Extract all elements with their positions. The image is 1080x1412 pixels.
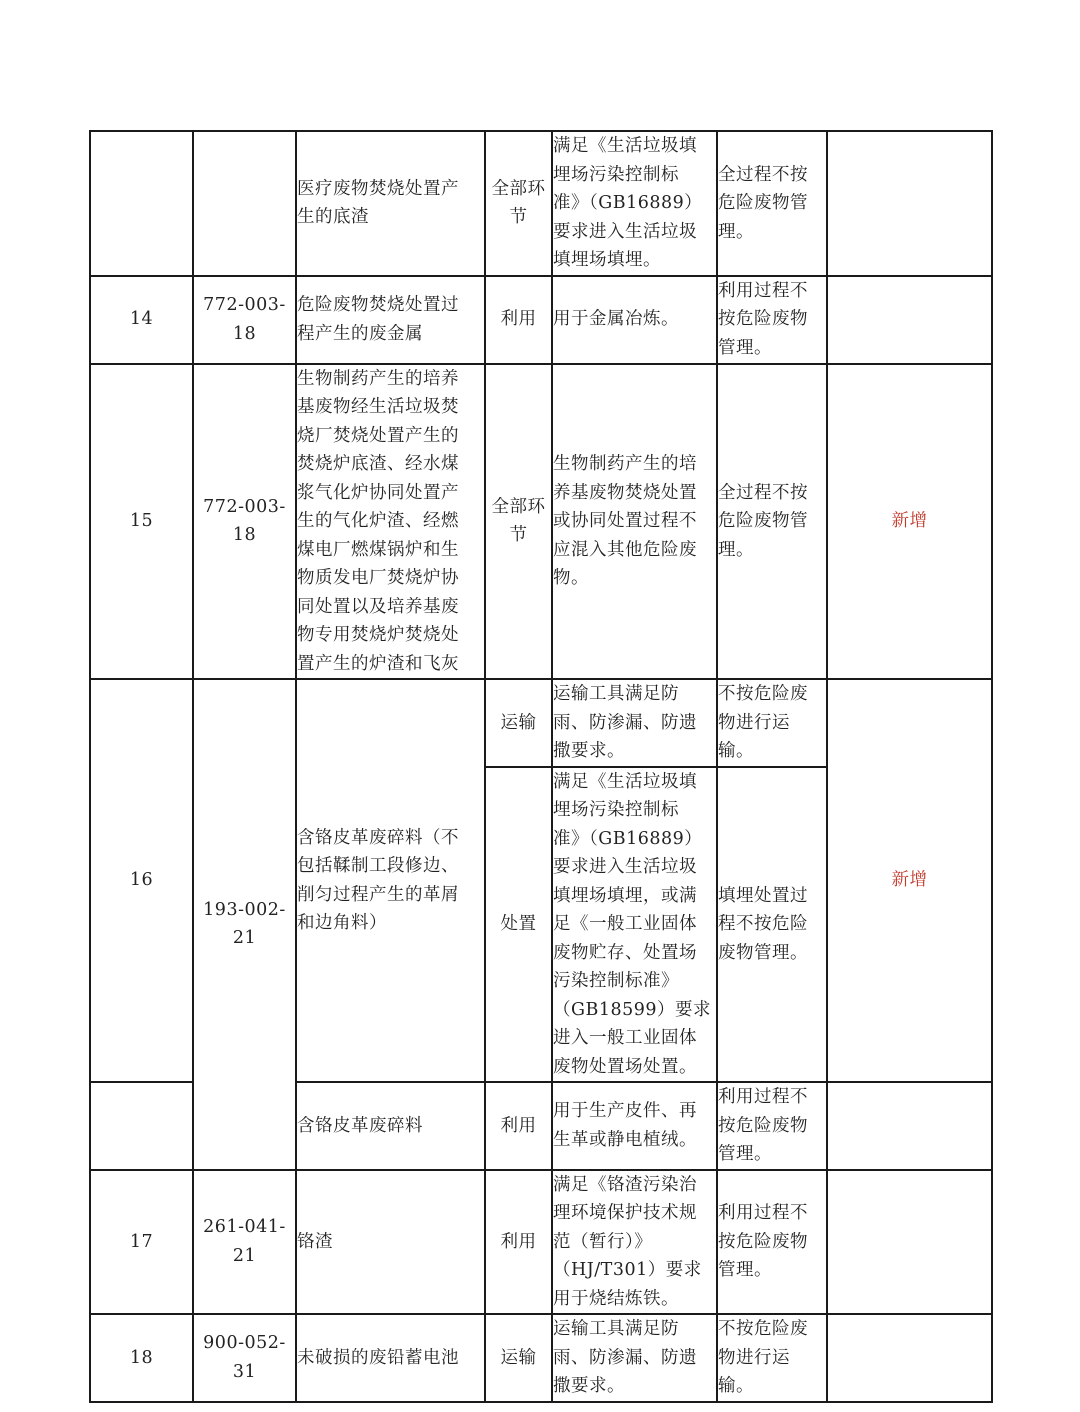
waste-name: 含铬皮革废碎料 [296,1082,485,1170]
exempt-content: 利用过程不 按危险废物 管理。 [717,1170,827,1315]
exempt-stage: 处置 [485,767,552,1083]
waste-name: 生物制药产生的培养 基废物经生活垃圾焚 烧厂焚烧处置产生的 焚烧炉底渣、经水煤 浆气化炉协同处置产 生的气化炉渣、经燃 煤电厂燃煤锅炉和生 物质发电厂焚烧炉协 同处置以及培养基废 物专用焚烧炉焚烧处 置产生的炉渣和飞灰 [296,364,485,680]
waste-code: 193-002-21 [193,679,296,1170]
exempt-stage: 全部环 节 [485,364,552,680]
exempt-condition: 运输工具满足防 雨、防渗漏、防遗 撒要求。 [552,679,717,767]
remark-new: 新增 [827,679,992,1082]
waste-name: 铬渣 [296,1170,485,1315]
waste-name: 含铬皮革废碎料（不 包括鞣制工段修边、 削匀过程产生的革屑 和边角料） [296,679,485,1082]
exempt-content: 不按危险废 物进行运 输。 [717,1314,827,1402]
table-row [90,1170,992,1315]
waste-code: 900-052-31 [193,1314,296,1402]
exemption-list-table [89,130,993,1403]
waste-code: 772-003-18 [193,364,296,680]
row-number: 16 [90,679,193,1082]
exempt-content: 利用过程不 按危险废物 管理。 [717,1082,827,1170]
remark-new: 新增 [827,364,992,680]
waste-code: 772-003-18 [193,276,296,364]
exempt-condition: 生物制药产生的培 养基废物焚烧处置 或协同处置过程不 应混入其他危险废 物。 [552,364,717,680]
row-number: 14 [90,276,193,364]
exempt-stage: 运输 [485,1314,552,1402]
waste-name: 未破损的废铅蓄电池 [296,1314,485,1402]
exempt-content: 填埋处置过 程不按危险 废物管理。 [717,767,827,1083]
exempt-stage: 运输 [485,679,552,767]
remark-cell [827,131,992,276]
row-number [90,1082,193,1170]
exempt-content: 全过程不按 危险废物管 理。 [717,364,827,680]
exempt-condition: 满足《生活垃圾填 埋场污染控制标 准》（GB16889） 要求进入生活垃圾 填埋场填埋。 [552,131,717,276]
remark-cell [827,276,992,364]
row-number [90,131,193,276]
remark-cell [827,1170,992,1315]
exempt-condition: 用于金属冶炼。 [552,276,717,364]
table-row [90,1314,992,1402]
waste-name: 医疗废物焚烧处置产 生的底渣 [296,131,485,276]
exempt-stage: 全部环 节 [485,131,552,276]
table-row [90,131,992,276]
remark-cell [827,1314,992,1402]
table-row [90,679,992,767]
exempt-stage: 利用 [485,1170,552,1315]
row-number: 17 [90,1170,193,1315]
exempt-condition: 满足《生活垃圾填 埋场污染控制标 准》（GB16889） 要求进入生活垃圾 填埋场填埋，或满 足《一般工业固体 废物贮存、处置场 污染控制标准》 （GB18599）要求 进入一般工业固体 废物处置场处置。 [552,767,717,1083]
waste-code: 261-041-21 [193,1170,296,1315]
exempt-content: 不按危险废 物进行运 输。 [717,679,827,767]
row-number: 15 [90,364,193,680]
exempt-content: 全过程不按 危险废物管 理。 [717,131,827,276]
exempt-stage: 利用 [485,276,552,364]
remark-cell [827,1082,992,1170]
table-row [90,276,992,364]
row-number: 18 [90,1314,193,1402]
exempt-condition: 运输工具满足防 雨、防渗漏、防遗 撒要求。 [552,1314,717,1402]
exempt-condition: 满足《铬渣污染治 理环境保护技术规 范（暂行）》 （HJ/T301）要求 用于烧结炼铁。 [552,1170,717,1315]
exempt-condition: 用于生产皮件、再 生革或静电植绒。 [552,1082,717,1170]
table-row [90,364,992,680]
waste-name: 危险废物焚烧处置过 程产生的废金属 [296,276,485,364]
waste-code [193,131,296,276]
exempt-stage: 利用 [485,1082,552,1170]
exempt-content: 利用过程不 按危险废物 管理。 [717,276,827,364]
